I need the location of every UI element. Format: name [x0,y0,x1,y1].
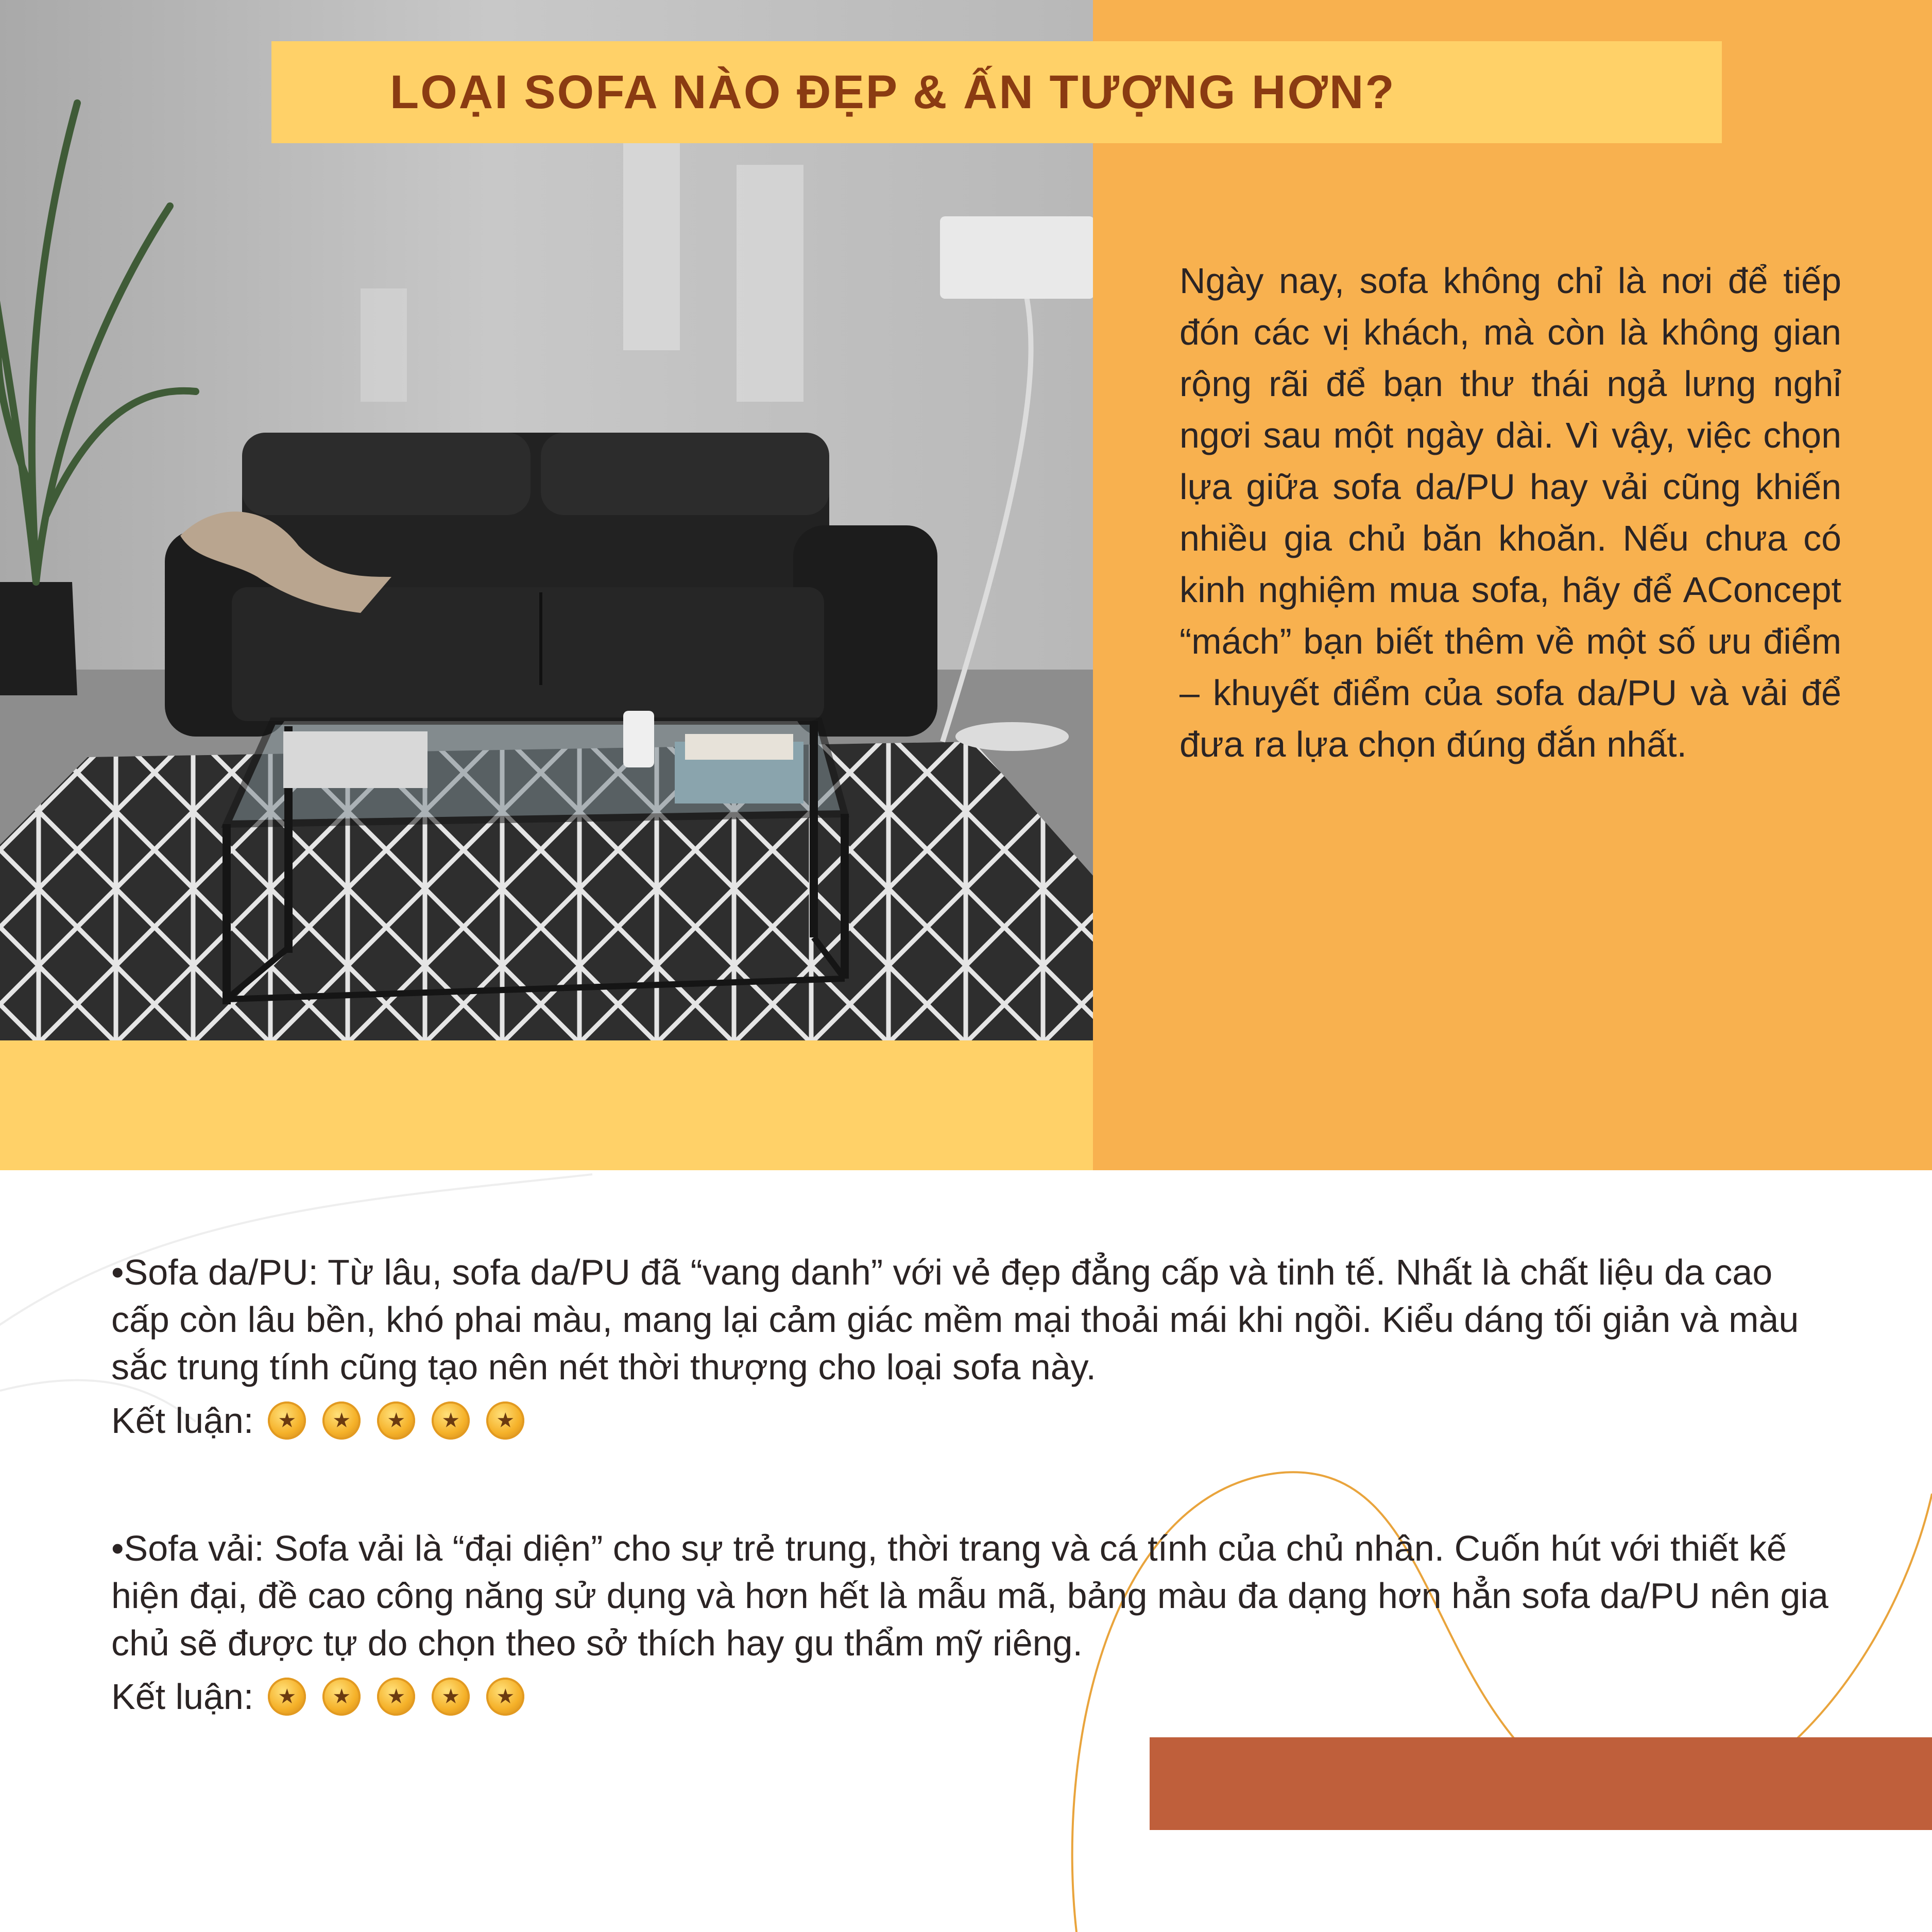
rating-stars [268,1401,541,1440]
star-icon: ★ [432,1401,470,1440]
star-icon: ★ [432,1678,470,1716]
intro-paragraph: Ngày nay, sofa không chỉ là nơi để tiếp đón các vị khách, mà còn là không gian rộng rãi để bạn thư thái ngả lưng nghỉ ngơi sau một ngày dài. Vì vậy, việc chọn lựa giữa sofa da/PU hay vải cũng khiến nhiều gia chủ băn khoăn. Nếu chưa có kinh nghiệm mua sofa, hãy để AConcept “mách” bạn biết thêm về một số ưu điểm – khuyết điểm của sofa da/PU và vải để đưa ra lựa chọn đúng đắn nhất. [1179,261,1841,764]
conclusion-label: Kết luận: [111,1677,254,1717]
star-icon: ★ [268,1678,306,1716]
title-banner [271,41,1722,143]
leather-sofa-section [111,1249,1837,1444]
living-room-photo [0,0,1093,1040]
rating-stars [268,1678,541,1716]
conclusion-label: Kết luận: [111,1400,254,1441]
fabric-sofa-text: •Sofa vải: Sofa vải là “đại diện” cho sự trẻ trung, thời trang và cá tính của chủ nhân. Cuốn hút với thiết kế hiện đại, đề cao công năng sử dụng và hơn hết là mẫu mã, bảng màu đa dạng hơn hẳn sofa da/PU nên gia chủ sẽ được tự do chọn theo sở thích hay gu thẩm mỹ riêng. [111,1528,1828,1663]
star-icon: ★ [322,1401,361,1440]
star-icon: ★ [377,1401,415,1440]
fabric-sofa-section [111,1525,1837,1720]
leather-sofa-conclusion [111,1397,1837,1444]
leather-sofa-text: •Sofa da/PU: Từ lâu, sofa da/PU đã “vang danh” với vẻ đẹp đẳng cấp và tinh tế. Nhất là chất liệu da cao cấp còn lâu bền, khó phai màu, mang lại cảm giác mềm mại thoải mái khi ngồi. Kiểu dáng tối giản và màu sắc trung tính cũng tạo nên nét thời thượng cho loại sofa này. [111,1252,1799,1387]
page-title: LOẠI SOFA NÀO ĐẸP & ẤN TƯỢNG HƠN? [390,65,1396,118]
star-icon: ★ [377,1678,415,1716]
star-icon: ★ [322,1678,361,1716]
fabric-sofa-conclusion [111,1673,1837,1720]
star-icon: ★ [486,1401,524,1440]
star-icon: ★ [268,1401,306,1440]
decorative-rust-bar [1150,1737,1932,1830]
star-icon: ★ [486,1678,524,1716]
